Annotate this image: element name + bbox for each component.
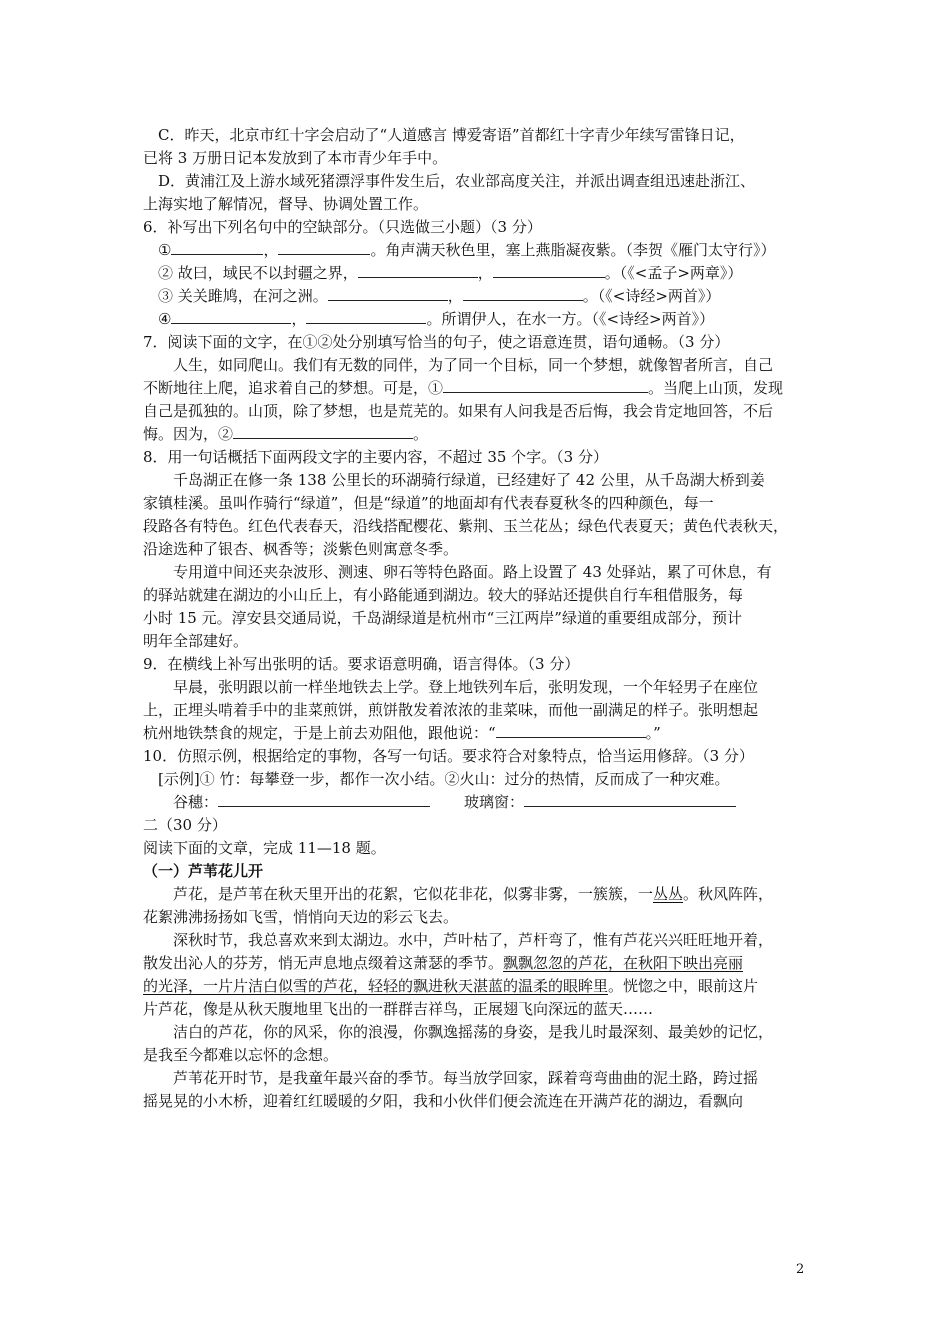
article-text: 片芦花，像是从秋天腹地里飞出的一群群吉祥鸟，正展翅飞向深远的蓝天……: [143, 1000, 654, 1018]
question-6-item-1: [143, 239, 811, 262]
answer-blank[interactable]: [328, 285, 448, 301]
label-gusui: 谷穗：: [173, 793, 219, 811]
question-6-item-3: [143, 285, 811, 308]
passage-text: 的驿站就建在湖边的小山丘上，有小路能通到湖边。较大的驿站还提供自行车租借服务，每: [143, 586, 744, 604]
underlined-text: 飘飘忽忽的芦花，在秋阳下映出亮丽: [503, 954, 744, 972]
article-text: 。恍惚之中，眼前这片: [608, 977, 759, 995]
q10-answers: [143, 791, 811, 814]
underlined-text: 丛丛: [653, 885, 684, 903]
q7-passage-line: [143, 377, 811, 400]
article-text: 深秋时节，我总喜欢来到太湖边。水中，芦叶枯了，芦杆弯了，惟有芦花兴兴旺旺地开着，: [173, 931, 774, 949]
question-6-text: 6．补写出下列名句中的空缺部分。（只选做三小题）（3 分）: [143, 218, 542, 236]
q7-passage-line: [143, 423, 811, 446]
q8-passage-line: [143, 630, 811, 653]
q10-example: [143, 768, 811, 791]
article-title-text: （一）芦苇花儿开: [143, 862, 264, 880]
article-line: [143, 883, 811, 906]
question-10-text: 10．仿照示例，根据给定的事物，各写一句话。要求符合对象特点，恰当运用修辞。（3 分）: [143, 747, 754, 765]
answer-blank-1[interactable]: [443, 377, 648, 393]
passage-text: 千岛湖正在修一条 138 公里长的环湖骑行绿道，已经建好了 42 公里，从千岛湖大桥到姜: [173, 471, 765, 489]
answer-blank[interactable]: [493, 262, 605, 278]
item-source: 。（《<孟子>两章》）: [604, 264, 743, 282]
option-d-text: D．黄浦江及上游水域死猪漂浮事件发生后，农业部高度关注，并派出调查组迅速赴浙江、: [158, 172, 756, 190]
section-2-heading: [143, 814, 811, 837]
option-c-text-cont: 已将 3 万册日记本发放到了本市青少年手中。: [143, 149, 448, 167]
question-9-text: 9．在横线上补写出张明的话。要求语意明确，语言得体。（3 分）: [143, 655, 580, 673]
article-text: 是我至今都难以忘怀的念想。: [143, 1046, 339, 1064]
option-d-line-1: [143, 170, 811, 193]
comma: ，: [263, 241, 279, 259]
passage-text: 悔。因为，②: [143, 425, 234, 443]
answer-blank[interactable]: [306, 308, 426, 324]
article-text: 花絮沸沸扬扬如飞雪，悄悄向天边的彩云飞去。: [143, 908, 459, 926]
article-line: [143, 929, 811, 952]
label-bolichuang: 玻璃窗：: [464, 793, 525, 811]
section-title: 二（30 分）: [143, 816, 227, 834]
passage-text: 沿途选种了银杏、枫香等；淡紫色则寓意冬季。: [143, 540, 459, 558]
example-text: [示例]① 竹：每攀登一步，都作一次小结。②火山：过分的热情，反而成了一种灾难。: [158, 770, 730, 788]
comma: ，: [291, 310, 307, 328]
question-9: [143, 653, 811, 676]
q8-passage-line: [143, 515, 811, 538]
page-content: [143, 124, 811, 1113]
option-d-text-cont: 上海实地了解情况，督导、协调处置工作。: [143, 195, 429, 213]
question-10: [143, 745, 811, 768]
answer-blank-bolichuang[interactable]: [524, 791, 736, 807]
underlined-text: 的光泽，一片片洁白似雪的芦花，轻轻的飘进秋天湛蓝的温柔的眼眸里: [143, 977, 609, 995]
section-intro: 阅读下面的文章，完成 11—18 题。: [143, 839, 386, 857]
item-marker: ①: [158, 241, 172, 259]
q8-passage-line: [143, 538, 811, 561]
question-6: [143, 216, 811, 239]
passage-text: 自己是孤独的。山顶，除了梦想，也是荒芜的。如果有人问我是否后悔，我会肯定地回答，不后: [143, 402, 774, 420]
answer-blank[interactable]: [463, 285, 583, 301]
article-line: [143, 1090, 811, 1113]
answer-blank[interactable]: [171, 308, 291, 324]
q8-passage-line: [143, 584, 811, 607]
passage-text: 家镇桂溪。虽叫作骑行“绿道”，但是“绿道”的地面却有代表春夏秋冬的四种颜色，每一: [143, 494, 714, 512]
article-line: [143, 906, 811, 929]
question-6-item-4: [143, 308, 811, 331]
passage-text: 不断地往上爬，追求着自己的梦想。可是，①: [143, 379, 444, 397]
article-line: [143, 952, 811, 975]
item-text: ③ 关关雎鸠，在河之洲。: [158, 287, 328, 305]
q8-passage-line: [143, 492, 811, 515]
q7-passage-line: [143, 400, 811, 423]
answer-blank[interactable]: [171, 239, 263, 255]
answer-blank-2[interactable]: [233, 423, 413, 439]
section-2-intro: [143, 837, 811, 860]
option-c-line-2: [143, 147, 811, 170]
article-line: [143, 1067, 811, 1090]
passage-text: 。当爬上山顶，发现: [648, 379, 784, 397]
article-text: 芦苇花开时节，是我童年最兴奋的季节。每当放学回家，踩着弯弯曲曲的泥土路，跨过摇: [173, 1069, 759, 1087]
comma: ，: [447, 287, 463, 305]
article-line: [143, 975, 811, 998]
answer-blank[interactable]: [358, 262, 478, 278]
passage-text: 明年全部建好。: [143, 632, 249, 650]
question-6-item-2: [143, 262, 811, 285]
passage-text: 人生，如同爬山。我们有无数的同伴，为了同一个目标，同一个梦想，就像智者所言，自己: [173, 356, 774, 374]
q8-passage-line: [143, 469, 811, 492]
passage-text: 早晨，张明跟以前一样坐地铁去上学。登上地铁列车后，张明发现，一个年轻男子在座位: [173, 678, 759, 696]
option-d-line-2: [143, 193, 811, 216]
question-8-text: 8．用一句话概括下面两段文字的主要内容，不超过 35 个字。（3 分）: [143, 448, 608, 466]
q8-passage-line: [143, 561, 811, 584]
answer-blank-gusui[interactable]: [218, 791, 430, 807]
article-text: 芦花，是芦苇在秋天里开出的花絮，它似花非花，似雾非雾，一簇簇，一: [173, 885, 654, 903]
article-line: [143, 1044, 811, 1067]
passage-text: 上，正埋头啃着手中的韭菜煎饼，煎饼散发着浓浓的韭菜味，而他一副满足的样子。张明想起: [143, 701, 759, 719]
article-line: [143, 998, 811, 1021]
q7-passage-line: [143, 354, 811, 377]
passage-text: 。: [413, 425, 429, 443]
q8-passage-line: [143, 607, 811, 630]
item-marker: ④: [158, 310, 172, 328]
article-text: 摇晃晃的小木桥，迎着红红暖暖的夕阳，我和小伙伴们便会流连在开满芦花的湖边，看飘向: [143, 1092, 744, 1110]
article-line: [143, 1021, 811, 1044]
article-title: [143, 860, 811, 883]
item-text: 。角声满天秋色里，塞上燕脂凝夜紫。（李贺《雁门太守行》）: [370, 241, 776, 259]
answer-blank[interactable]: [278, 239, 370, 255]
article-text: 洁白的芦花，你的风采，你的浪漫，你飘逸摇荡的身姿，是我儿时最深刻、最美妙的记忆，: [173, 1023, 774, 1041]
passage-text: 专用道中间还夹杂波形、测速、卵石等特色路面。路上设置了 43 处驿站，累了可休息，有: [173, 563, 772, 581]
passage-text: 。”: [645, 724, 661, 742]
passage-text: 杭州地铁禁食的规定，于是上前去劝阻他，跟他说：“: [143, 724, 496, 742]
option-c-line-1: [143, 124, 811, 147]
page-number: 2: [796, 1262, 805, 1277]
option-c-text: C．昨天，北京市红十字会启动了“人道感言 博爱寄语”首都红十字青少年续写雷锋日记，: [158, 126, 745, 144]
item-text: 。所谓伊人，在水一方。（《<诗经>两首》）: [426, 310, 715, 328]
q9-passage-line: [143, 722, 811, 745]
question-8: [143, 446, 811, 469]
question-7: [143, 331, 811, 354]
passage-text: 小时 15 元。淳安县交通局说，千岛湖绿道是杭州市“三江两岸”绿道的重要组成部分，预计: [143, 609, 742, 627]
comma: ，: [477, 264, 493, 282]
item-text: ② 故曰，域民不以封疆之界，: [158, 264, 358, 282]
question-7-text: 7．阅读下面的文字，在①②处分别填写恰当的句子，使之语意连贯，语句通畅。（3 分）: [143, 333, 730, 351]
passage-text: 段路各有特色。红色代表春天，沿线搭配樱花、紫荆、玉兰花丛；绿色代表夏天；黄色代表秋天，: [143, 517, 789, 535]
q9-passage-line: [143, 699, 811, 722]
answer-blank[interactable]: [496, 722, 646, 738]
article-text: 。秋风阵阵，: [683, 885, 774, 903]
q9-passage-line: [143, 676, 811, 699]
item-source: 。（《<诗经>两首》）: [582, 287, 721, 305]
article-text: 散发出沁人的芬芳，悄无声息地点缀着这萧瑟的季节。: [143, 954, 504, 972]
